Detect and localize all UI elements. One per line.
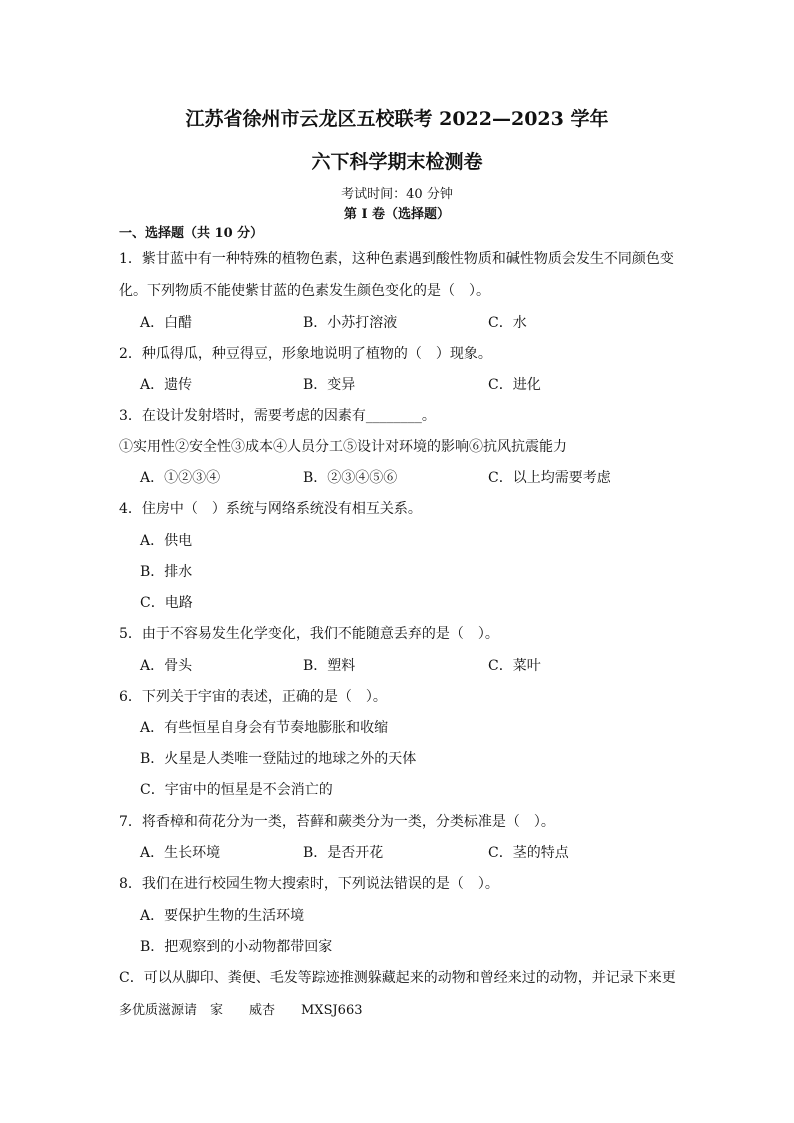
question-3-factors: ①实用性②安全性③成本④人员分工⑤设计对环境的影响⑥抗风抗震能力 [119, 439, 567, 455]
question-8-option-b: B．把观察到的小动物都带回家 [140, 939, 333, 955]
exam-time: 考试时间：40 分钟 [341, 187, 453, 202]
section-title: 一、选择题（共 10 分） [119, 226, 264, 241]
question-6-option-b: B．火星是人类唯一登陆过的地球之外的天体 [140, 751, 417, 767]
question-7-stem: 7．将香樟和荷花分为一类，苔藓和蕨类分为一类，分类标准是（ ）。 [119, 814, 555, 830]
question-7-option-a: A．生长环境 [140, 845, 221, 861]
question-3-stem: 3．在设计发射塔时，需要考虑的因素有________。 [119, 408, 436, 424]
question-1-stem: 化。下列物质不能使紫甘蓝的色素发生颜色变化的是（ ）。 [119, 283, 490, 299]
question-6-option-a: A．有些恒星自身会有节奏地膨胀和收缩 [140, 720, 389, 736]
part-label: 第 I 卷（选择题） [343, 207, 451, 222]
question-4-option-c: C．电路 [140, 595, 193, 611]
question-2-stem: 2．种瓜得瓜，种豆得豆，形象地说明了植物的（ ）现象。 [119, 346, 492, 362]
question-3-option-c: C．以上均需要考虑 [488, 470, 611, 486]
question-5-option-c: C．菜叶 [488, 658, 541, 674]
page-title: 江苏省徐州市云龙区五校联考 2022—2023 学年 [185, 108, 609, 130]
question-6-stem: 6．下列关于宇宙的表述，正确的是（ ）。 [119, 689, 387, 705]
question-5-option-a: A．骨头 [140, 658, 193, 674]
question-1-option-c: C．水 [488, 315, 527, 331]
question-8-option-a: A．要保护生物的生活环境 [140, 908, 305, 924]
question-7-option-c: C．茎的特点 [488, 845, 569, 861]
question-1-stem: 1．紫甘蓝中有一种特殊的植物色素，这种色素遇到酸性物质和碱性物质会发生不同颜色变 [119, 251, 674, 267]
question-3-option-a: A．①②③④ [140, 470, 221, 486]
question-6-option-c: C．宇宙中的恒星是不会消亡的 [140, 782, 333, 798]
question-7-option-b: B．是否开花 [303, 845, 384, 861]
question-3-option-b: B．②③④⑤⑥ [303, 470, 398, 486]
question-2-option-a: A．遗传 [140, 377, 193, 393]
question-1-option-a: A．白醋 [140, 315, 193, 331]
question-5-stem: 5．由于不容易发生化学变化，我们不能随意丢弃的是（ ）。 [119, 626, 499, 642]
question-1-option-b: B．小苏打溶液 [303, 315, 398, 331]
question-2-option-b: B．变异 [303, 377, 356, 393]
question-8-option-c: C．可以从脚印、粪便、毛发等踪迹推测躲藏起来的动物和曾经来过的动物，并记录下来更 [119, 970, 676, 986]
question-2-option-c: C．进化 [488, 377, 541, 393]
question-4-option-a: A．供电 [140, 533, 193, 549]
footer-note: 多优质滋源请 家 威杏 MXSJ663 [119, 1003, 363, 1018]
question-8-stem: 8．我们在进行校园生物大搜索时，下列说法错误的是（ ）。 [119, 876, 499, 892]
page-subtitle: 六下科学期末检测卷 [311, 151, 483, 173]
question-5-option-b: B．塑料 [303, 658, 356, 674]
question-4-stem: 4．住房中（ ）系统与网络系统没有相互关系。 [119, 501, 422, 517]
question-4-option-b: B．排水 [140, 564, 193, 580]
